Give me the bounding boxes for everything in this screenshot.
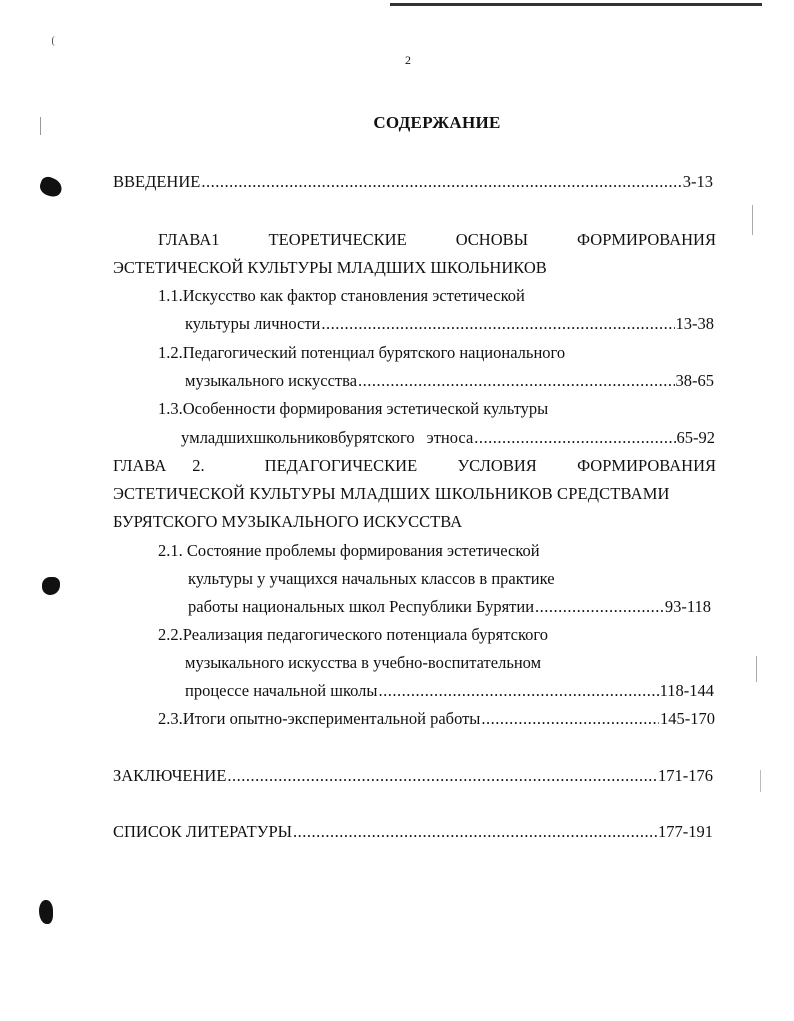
section-1-3-line-1: 1.3.Особенности формирования эстетической культуры (158, 399, 549, 418)
section-1-3-word: младших (189, 428, 254, 447)
section-1-1-line-1: 1.1.Искусство как фактор становления эстетической (158, 286, 525, 305)
chapter-2-word: ГЛАВА (113, 456, 167, 475)
toc-label: музыкального искусства (185, 371, 358, 390)
chapter-1-heading-line-2: ЭСТЕТИЧЕСКОЙ КУЛЬТУРЫ МЛАДШИХ ШКОЛЬНИКОВ (113, 258, 547, 277)
toc-pages: 13-38 (675, 314, 714, 333)
toc-entry-conclusion[interactable] (113, 766, 713, 786)
scan-mark-right-1 (752, 205, 753, 235)
toc-entry-section-1-3[interactable] (181, 428, 715, 448)
toc-leader-dots (535, 597, 664, 617)
chapter-2-heading-words (265, 456, 716, 476)
chapter-2-heading-line-2: ЭСТЕТИЧЕСКОЙ КУЛЬТУРЫ МЛАДШИХ ШКОЛЬНИКОВ СРЕДСТВАМИ (113, 484, 670, 503)
section-1-3-word: у (181, 428, 190, 447)
section-2-1-line-2: культуры у учащихся начальных классов в практике (188, 569, 555, 588)
toc-leader-dots (321, 314, 674, 334)
toc-entry-section-2-3[interactable] (158, 709, 715, 729)
toc-leader-dots (293, 822, 657, 842)
scan-mark-right-2 (756, 656, 757, 682)
toc-label: ЗАКЛЮЧЕНИЕ (113, 766, 227, 785)
toc-entry-section-1-2[interactable] (185, 371, 714, 391)
toc-entry-section-1-1[interactable] (185, 314, 714, 334)
toc-pages: 38-65 (675, 371, 714, 390)
section-2-2-line-1: 2.2.Реализация педагогического потенциала бурятского (158, 625, 549, 644)
chapter-2-heading[interactable] (113, 456, 716, 476)
toc-leader-dots (227, 766, 657, 786)
toc-pages: 118-144 (659, 681, 714, 700)
chapter-1-heading[interactable] (158, 230, 716, 250)
scan-mark-right-3 (760, 770, 761, 792)
toc-label: 2.3.Итоги опытно-экспериментальной работы (158, 709, 481, 728)
toc-label: ВВЕДЕНИЕ (113, 172, 201, 191)
page-number: 2 (405, 53, 411, 67)
chapter-2-word: 2. (192, 456, 205, 475)
toc-label: работы национальных школ Республики Бурятии (188, 597, 535, 616)
punch-hole-mark-1 (38, 175, 65, 199)
toc-leader-dots (481, 709, 659, 729)
section-2-1-line-1: 2.1. Состояние проблемы формирования эстетической (158, 541, 540, 560)
toc-leader-dots (358, 371, 674, 391)
toc-pages: 145-170 (660, 709, 715, 728)
toc-label: СПИСОК ЛИТЕРАТУРЫ (113, 822, 293, 841)
toc-entry-section-2-1[interactable] (188, 597, 711, 617)
toc-leader-dots (378, 681, 658, 701)
toc-leader-dots (201, 172, 681, 192)
chapter-1-word: ФОРМИРОВАНИЯ (577, 230, 716, 249)
section-1-3-word: бурятского (338, 428, 415, 447)
toc-entry-bibliography[interactable] (113, 822, 713, 842)
toc-label: культуры личности (185, 314, 321, 333)
section-1-3-word: школьников (253, 428, 338, 447)
section-2-2-line-2: музыкального искусства в учебно-воспитательном (185, 653, 542, 672)
page-title: СОДЕРЖАНИЕ (373, 113, 501, 132)
chapter-1-word: ОСНОВЫ (455, 230, 529, 249)
toc-entry-section-2-2[interactable] (185, 681, 714, 701)
punch-hole-mark-2 (42, 577, 60, 595)
toc-pages: 171-176 (658, 766, 713, 785)
section-1-2-line-1: 1.2.Педагогический потенциал бурятского национального (158, 343, 566, 362)
toc-label: процессе начальной школы (185, 681, 378, 700)
chapter-1-word: ТЕОРЕТИЧЕСКИЕ (268, 230, 407, 249)
chapter-1-word: ГЛАВА1 (158, 230, 220, 249)
toc-pages: 93-118 (664, 597, 711, 616)
chapter-2-heading-line-3: БУРЯТСКОГО МУЗЫКАЛЬНОГО ИСКУССТВА (113, 512, 463, 531)
scan-edge-line (390, 3, 762, 6)
toc-leader-dots (474, 428, 675, 448)
chapter-2-word: ФОРМИРОВАНИЯ (577, 456, 716, 475)
section-1-3-words (181, 428, 415, 448)
punch-hole-mark-3 (39, 900, 53, 924)
toc-entry-introduction[interactable] (113, 172, 713, 192)
toc-pages: 177-191 (658, 822, 713, 841)
toc-pages: 3-13 (682, 172, 713, 191)
scan-mark-top-left (52, 36, 59, 46)
toc-pages: 65-92 (676, 428, 715, 447)
chapter-2-word: УСЛОВИЯ (457, 456, 537, 475)
toc-label: этноса (426, 428, 474, 447)
chapter-2-word: ПЕДАГОГИЧЕСКИЕ (264, 456, 418, 475)
